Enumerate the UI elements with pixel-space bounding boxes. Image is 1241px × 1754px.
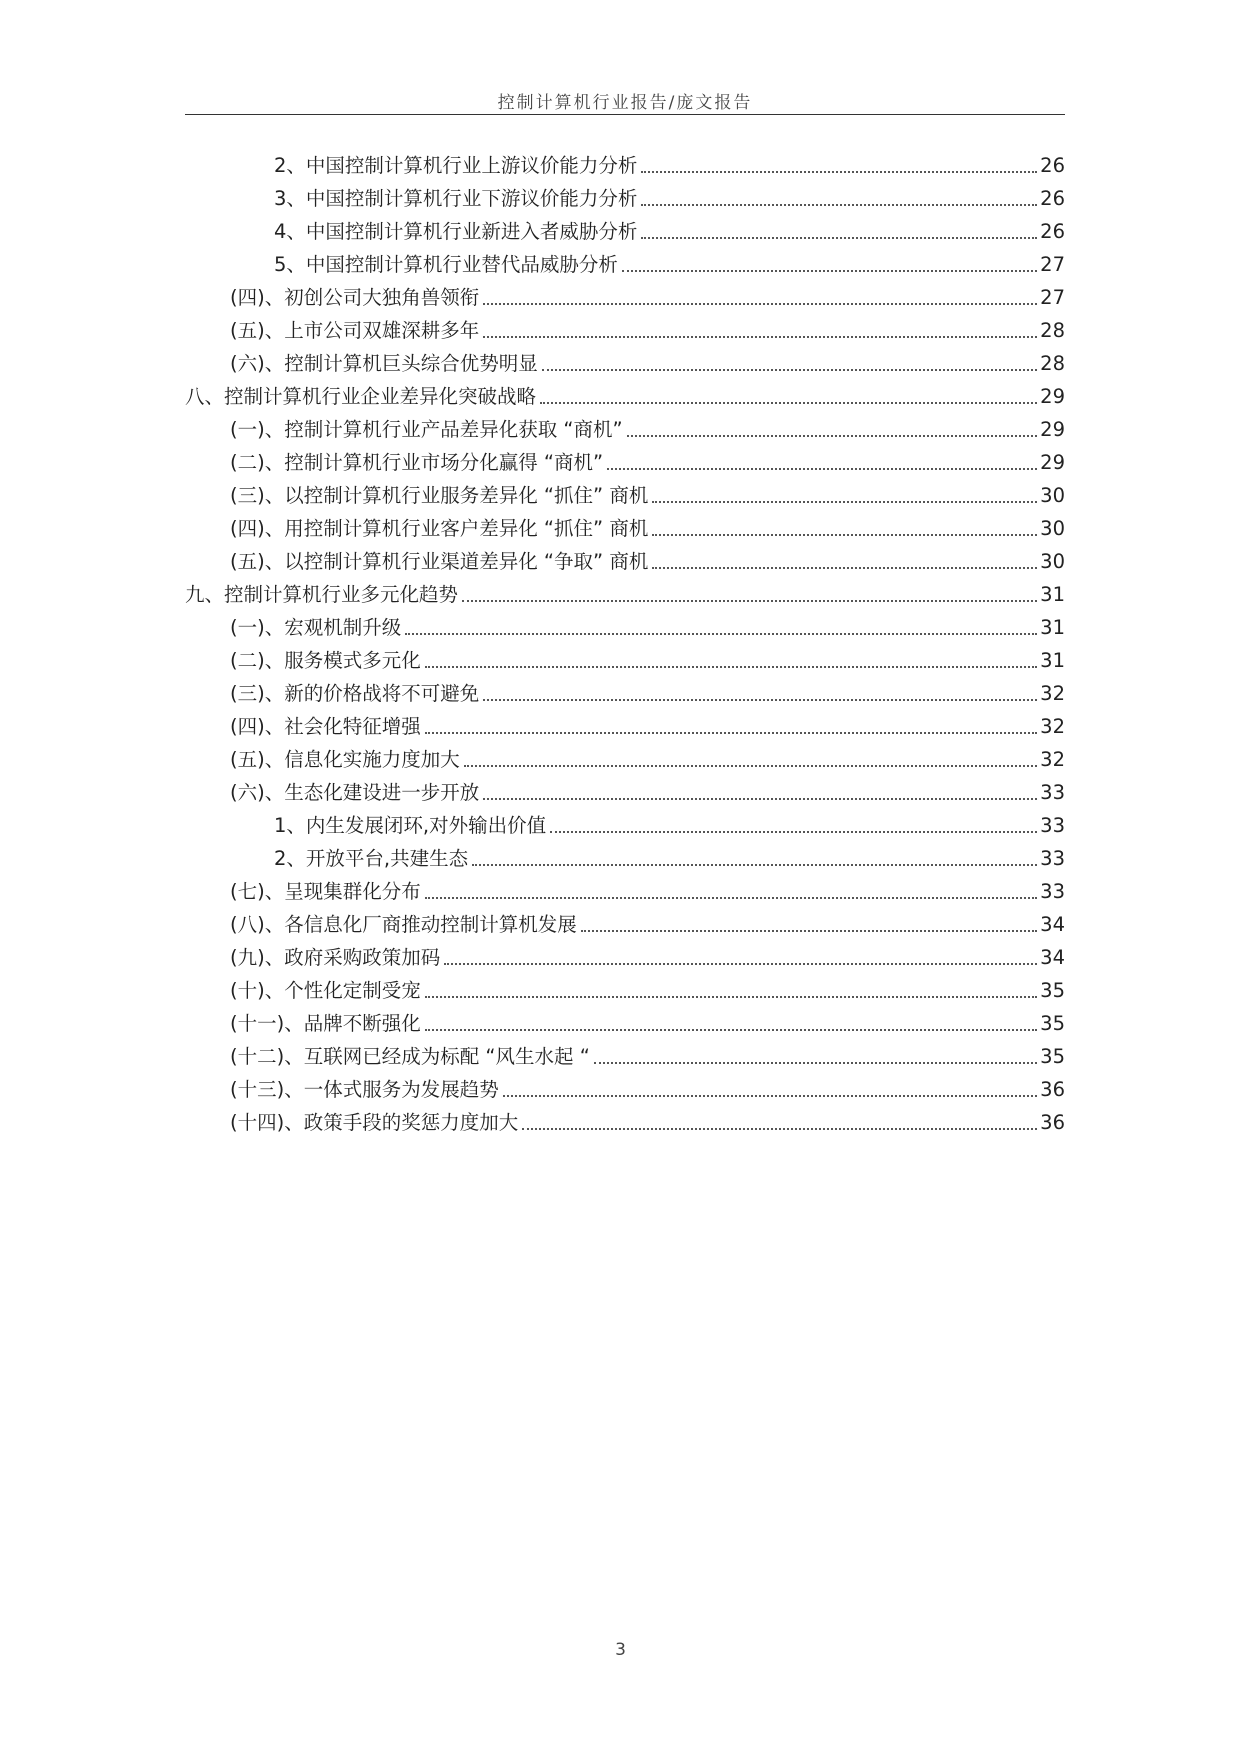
toc-entry-page: 29 xyxy=(1040,384,1065,408)
toc-entry-title: 5、中国控制计算机行业替代品威胁分析 xyxy=(274,252,618,276)
toc-entry-title: 3、中国控制计算机行业下游议价能力分析 xyxy=(274,186,638,210)
toc-leader-dots xyxy=(425,996,1037,998)
toc-entry-page: 33 xyxy=(1040,813,1065,837)
toc-entry-title: (四)、用控制计算机行业客户差异化 “抓住” 商机 xyxy=(230,516,649,540)
toc-entry[interactable] xyxy=(185,578,1065,611)
toc-entry-title: (五)、上市公司双雄深耕多年 xyxy=(230,318,480,342)
toc-leader-dots xyxy=(483,699,1037,701)
toc-entry-page: 33 xyxy=(1040,780,1065,804)
toc-entry-page: 32 xyxy=(1040,714,1065,738)
toc-leader-dots xyxy=(641,204,1037,206)
toc-leader-dots xyxy=(522,1128,1037,1130)
toc-entry[interactable] xyxy=(185,908,1065,941)
toc-entry-title: 九、控制计算机行业多元化趋势 xyxy=(185,582,459,606)
toc-leader-dots xyxy=(622,270,1037,272)
toc-leader-dots xyxy=(425,732,1037,734)
toc-entry[interactable] xyxy=(185,149,1065,182)
toc-leader-dots xyxy=(425,1029,1037,1031)
toc-entry-title: (九)、政府采购政策加码 xyxy=(230,945,441,969)
toc-leader-dots xyxy=(464,765,1037,767)
toc-entry-page: 34 xyxy=(1040,912,1065,936)
toc-entry-page: 29 xyxy=(1040,450,1065,474)
toc-entry-page: 28 xyxy=(1040,351,1065,375)
toc-entry-title: (八)、各信息化厂商推动控制计算机发展 xyxy=(230,912,577,936)
toc-entry[interactable] xyxy=(185,974,1065,1007)
toc-entry-page: 31 xyxy=(1040,648,1065,672)
toc-entry[interactable] xyxy=(185,809,1065,842)
toc-entry[interactable] xyxy=(185,215,1065,248)
toc-leader-dots xyxy=(444,963,1037,965)
toc-leader-dots xyxy=(652,501,1037,503)
toc-entry-title: (五)、信息化实施力度加大 xyxy=(230,747,460,771)
toc-entry-title: (六)、生态化建设进一步开放 xyxy=(230,780,480,804)
toc-entry-page: 30 xyxy=(1040,516,1065,540)
toc-leader-dots xyxy=(652,534,1037,536)
toc-entry-title: 2、开放平台,共建生态 xyxy=(274,846,469,870)
toc-entry-title: (四)、初创公司大独角兽领衔 xyxy=(230,285,480,309)
toc-entry[interactable] xyxy=(185,1106,1065,1139)
toc-leader-dots xyxy=(607,468,1037,470)
toc-entry-page: 30 xyxy=(1040,483,1065,507)
toc-entry[interactable] xyxy=(185,842,1065,875)
toc-entry-page: 31 xyxy=(1040,615,1065,639)
toc-entry-page: 29 xyxy=(1040,417,1065,441)
toc-entry[interactable] xyxy=(185,446,1065,479)
toc-entry[interactable] xyxy=(185,1040,1065,1073)
toc-leader-dots xyxy=(581,930,1037,932)
toc-entry-title: (十二)、互联网已经成为标配 “风生水起 “ xyxy=(230,1044,590,1068)
toc-leader-dots xyxy=(483,303,1037,305)
toc-entry[interactable] xyxy=(185,182,1065,215)
toc-entry-page: 26 xyxy=(1040,186,1065,210)
toc-entry-title: (一)、宏观机制升级 xyxy=(230,615,402,639)
toc-entry[interactable] xyxy=(185,512,1065,545)
toc-entry[interactable] xyxy=(185,875,1065,908)
toc-entry[interactable] xyxy=(185,1007,1065,1040)
toc-entry[interactable] xyxy=(185,314,1065,347)
toc-entry[interactable] xyxy=(185,281,1065,314)
toc-leader-dots xyxy=(425,666,1037,668)
toc-entry[interactable] xyxy=(185,248,1065,281)
toc-entry-title: 1、内生发展闭环,对外输出价值 xyxy=(274,813,547,837)
toc-entry-page: 27 xyxy=(1040,285,1065,309)
toc-entry[interactable] xyxy=(185,545,1065,578)
toc-leader-dots xyxy=(540,402,1037,404)
toc-leader-dots xyxy=(627,435,1037,437)
toc-entry-page: 33 xyxy=(1040,879,1065,903)
toc-entry[interactable] xyxy=(185,710,1065,743)
toc-entry-title: 4、中国控制计算机行业新进入者威胁分析 xyxy=(274,219,638,243)
toc-entry-title: (十)、个性化定制受宠 xyxy=(230,978,421,1002)
toc-entry-title: (二)、服务模式多元化 xyxy=(230,648,421,672)
toc-leader-dots xyxy=(594,1062,1037,1064)
page-number: 3 xyxy=(615,1640,626,1660)
toc-leader-dots xyxy=(503,1095,1037,1097)
toc-entry[interactable] xyxy=(185,776,1065,809)
toc-entry-title: 八、控制计算机行业企业差异化突破战略 xyxy=(185,384,537,408)
toc-entry[interactable] xyxy=(185,941,1065,974)
toc-entry-page: 27 xyxy=(1040,252,1065,276)
toc-entry-title: (十一)、品牌不断强化 xyxy=(230,1011,421,1035)
toc-entry-page: 26 xyxy=(1040,219,1065,243)
toc-entry-page: 36 xyxy=(1040,1110,1065,1134)
toc-entry-page: 28 xyxy=(1040,318,1065,342)
running-header-title: 控制计算机行业报告/庞文报告 xyxy=(497,93,753,113)
toc-entry-title: (十三)、一体式服务为发展趋势 xyxy=(230,1077,499,1101)
toc-entry-title: 2、中国控制计算机行业上游议价能力分析 xyxy=(274,153,638,177)
toc-entry-title: (一)、控制计算机行业产品差异化获取 “商机” xyxy=(230,417,623,441)
toc-leader-dots xyxy=(483,336,1037,338)
toc-entry-page: 35 xyxy=(1040,1011,1065,1035)
toc-entry-title: (五)、以控制计算机行业渠道差异化 “争取” 商机 xyxy=(230,549,649,573)
toc-leader-dots xyxy=(652,567,1037,569)
toc-entry[interactable] xyxy=(185,1073,1065,1106)
toc-entry-title: (六)、控制计算机巨头综合优势明显 xyxy=(230,351,538,375)
toc-entry[interactable] xyxy=(185,380,1065,413)
toc-entry-page: 33 xyxy=(1040,846,1065,870)
toc-leader-dots xyxy=(405,633,1037,635)
toc-entry[interactable] xyxy=(185,413,1065,446)
toc-entry-title: (十四)、政策手段的奖惩力度加大 xyxy=(230,1110,519,1134)
toc-entry-title: (三)、以控制计算机行业服务差异化 “抓住” 商机 xyxy=(230,483,649,507)
toc-entry-page: 36 xyxy=(1040,1077,1065,1101)
toc-entry[interactable] xyxy=(185,347,1065,380)
toc-leader-dots xyxy=(641,237,1037,239)
toc-leader-dots xyxy=(542,369,1037,371)
toc-entry-page: 35 xyxy=(1040,1044,1065,1068)
toc-leader-dots xyxy=(550,831,1037,833)
toc-entry-page: 31 xyxy=(1040,582,1065,606)
toc-entry-title: (七)、呈现集群化分布 xyxy=(230,879,421,903)
toc-entry[interactable] xyxy=(185,677,1065,710)
toc-entry[interactable] xyxy=(185,644,1065,677)
toc-entry-title: (三)、新的价格战将不可避免 xyxy=(230,681,480,705)
toc-leader-dots xyxy=(472,864,1037,866)
toc-leader-dots xyxy=(462,600,1037,602)
toc-entry-page: 32 xyxy=(1040,681,1065,705)
header-rule xyxy=(185,114,1065,115)
toc-entry-page: 26 xyxy=(1040,153,1065,177)
table-of-contents xyxy=(185,149,1065,1139)
toc-leader-dots xyxy=(483,798,1037,800)
toc-entry-title: (二)、控制计算机行业市场分化赢得 “商机” xyxy=(230,450,604,474)
toc-entry-title: (四)、社会化特征增强 xyxy=(230,714,421,738)
toc-entry-page: 30 xyxy=(1040,549,1065,573)
toc-entry[interactable] xyxy=(185,743,1065,776)
toc-entry[interactable] xyxy=(185,479,1065,512)
toc-leader-dots xyxy=(425,897,1037,899)
toc-entry[interactable] xyxy=(185,611,1065,644)
toc-leader-dots xyxy=(641,171,1037,173)
toc-entry-page: 34 xyxy=(1040,945,1065,969)
toc-entry-page: 32 xyxy=(1040,747,1065,771)
toc-entry-page: 35 xyxy=(1040,978,1065,1002)
